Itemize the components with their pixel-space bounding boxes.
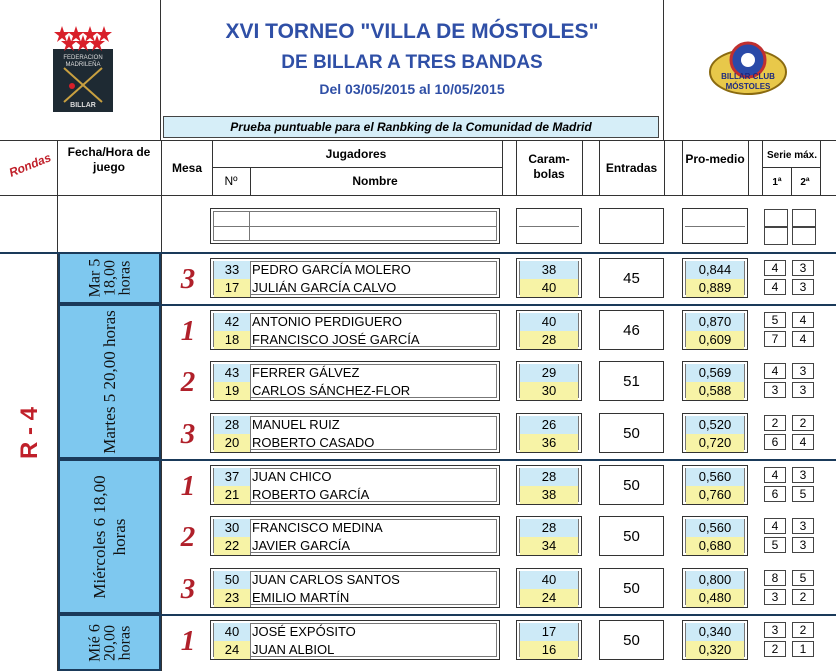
player-name: FRANCISCO MEDINA bbox=[252, 520, 383, 535]
carambolas-value: 16 bbox=[520, 641, 578, 659]
carambolas-value: 17 bbox=[520, 623, 578, 641]
serie2-value: 5 bbox=[792, 486, 814, 502]
promedio-value: 0,800 bbox=[686, 571, 744, 589]
serie2-value: 3 bbox=[792, 260, 814, 276]
serie2-value: 2 bbox=[792, 589, 814, 605]
serie2-header: 2ª bbox=[800, 177, 810, 188]
promedio-box bbox=[682, 620, 748, 660]
player-row bbox=[211, 519, 499, 537]
promedio-value: 0,844 bbox=[686, 261, 744, 279]
players-box bbox=[210, 413, 500, 453]
serie1-value: 2 bbox=[764, 415, 786, 431]
promedio-value: 0,680 bbox=[686, 537, 744, 555]
mesa-header: Mesa bbox=[171, 161, 203, 175]
billar-club-emblem-icon bbox=[706, 38, 790, 102]
mesa-number: 2 bbox=[180, 521, 196, 553]
player-number: 24 bbox=[214, 641, 251, 659]
serie1-value: 5 bbox=[764, 312, 786, 328]
promedio-value: 0,560 bbox=[686, 468, 744, 486]
entradas-value: 50 bbox=[599, 620, 664, 660]
serie-box bbox=[762, 413, 820, 453]
promedio-value: 0,720 bbox=[686, 434, 744, 452]
players-box bbox=[210, 310, 500, 350]
player-name: JAVIER GARCÍA bbox=[252, 538, 351, 553]
player-name: MANUEL RUIZ bbox=[252, 417, 340, 432]
player-row bbox=[211, 331, 499, 349]
promedio-value: 0,609 bbox=[686, 331, 744, 349]
serie1-value: 7 bbox=[764, 331, 786, 347]
player-number: 40 bbox=[214, 623, 251, 641]
serie1-value: 6 bbox=[764, 486, 786, 502]
mesa-number: 1 bbox=[180, 470, 196, 502]
carambolas-value: 40 bbox=[520, 571, 578, 589]
promedio-value: 0,560 bbox=[686, 519, 744, 537]
player-row bbox=[211, 589, 499, 607]
date-cell-3 bbox=[58, 459, 161, 614]
serie-box bbox=[762, 568, 820, 608]
carambolas-value: 28 bbox=[520, 331, 578, 349]
date-label-1: Mar 5 18,00 horas bbox=[86, 258, 133, 298]
promedio-value: 0,760 bbox=[686, 486, 744, 504]
carambolas-header-text: Caram-bolas bbox=[528, 152, 570, 181]
promedio-box bbox=[682, 568, 748, 608]
carambolas-box bbox=[516, 258, 582, 298]
promedio-value: 0,889 bbox=[686, 279, 744, 297]
carambolas-box bbox=[516, 413, 582, 453]
promedio-value: 0,480 bbox=[686, 589, 744, 607]
jugadores-header: Jugadores bbox=[325, 147, 387, 161]
entradas-value: 45 bbox=[599, 258, 664, 298]
serie1-value: 6 bbox=[764, 434, 786, 450]
player-name: JUAN ALBIOL bbox=[252, 642, 335, 657]
numero-header: Nº bbox=[224, 174, 238, 188]
entradas-value: 50 bbox=[599, 568, 664, 608]
player-name: ANTONIO PERDIGUERO bbox=[252, 314, 403, 329]
promedio-box bbox=[682, 465, 748, 505]
mesa-number: 3 bbox=[180, 418, 196, 450]
carambolas-box bbox=[516, 310, 582, 350]
promedio-box bbox=[682, 516, 748, 556]
carambolas-box bbox=[516, 568, 582, 608]
ranking-note bbox=[163, 116, 659, 138]
players-box bbox=[210, 516, 500, 556]
player-name: JULIÁN GARCÍA CALVO bbox=[252, 280, 397, 295]
mesa-number: 2 bbox=[180, 366, 196, 398]
player-number: 43 bbox=[214, 364, 251, 382]
promedio-box bbox=[682, 413, 748, 453]
serie1-value: 8 bbox=[764, 570, 786, 586]
tournament-title: XVI TORNEO "VILLA DE MÓSTOLES" bbox=[225, 20, 599, 43]
player-number: 30 bbox=[214, 519, 251, 537]
serie1-value: 2 bbox=[764, 641, 786, 657]
player-number: 50 bbox=[214, 571, 251, 589]
serie2-value: 3 bbox=[792, 518, 814, 534]
federacion-text-3: BILLAR bbox=[70, 102, 96, 109]
promedio-header bbox=[682, 152, 748, 167]
serie-box bbox=[762, 361, 820, 401]
promedio-value: 0,320 bbox=[686, 641, 744, 659]
player-row bbox=[211, 434, 499, 452]
date-label-2: Martes 5 20,00 horas bbox=[99, 309, 119, 454]
carambolas-value: 36 bbox=[520, 434, 578, 452]
date-label-4: Mié 6 20,00 horas bbox=[86, 623, 133, 662]
promedio-box bbox=[682, 310, 748, 350]
date-cell-2 bbox=[58, 304, 161, 459]
player-row bbox=[211, 313, 499, 331]
serie2-value: 4 bbox=[792, 434, 814, 450]
carambolas-box bbox=[516, 361, 582, 401]
serie1-value: 3 bbox=[764, 622, 786, 638]
player-row bbox=[211, 279, 499, 297]
serie2-value: 3 bbox=[792, 467, 814, 483]
entradas-value: 50 bbox=[599, 413, 664, 453]
player-name: JOSÉ EXPÓSITO bbox=[252, 624, 356, 639]
promedio-box bbox=[682, 361, 748, 401]
carambolas-value: 26 bbox=[520, 416, 578, 434]
serie2-value: 3 bbox=[792, 363, 814, 379]
carambolas-value: 24 bbox=[520, 589, 578, 607]
player-number: 23 bbox=[214, 589, 251, 607]
players-box bbox=[210, 361, 500, 401]
player-row bbox=[211, 468, 499, 486]
player-number: 20 bbox=[214, 434, 251, 452]
promedio-header-text: Pro-medio bbox=[685, 152, 745, 166]
player-row bbox=[211, 382, 499, 400]
club-text-2: MÓSTOLES bbox=[725, 82, 771, 91]
player-name: FRANCISCO JOSÉ GARCÍA bbox=[252, 332, 420, 347]
billar-club-logo bbox=[706, 38, 790, 102]
serie1-value: 4 bbox=[764, 467, 786, 483]
tournament-subtitle: DE BILLAR A TRES BANDAS bbox=[281, 52, 543, 73]
promedio-value: 0,588 bbox=[686, 382, 744, 400]
serie2-value: 5 bbox=[792, 570, 814, 586]
serie1-value: 4 bbox=[764, 363, 786, 379]
serie-box bbox=[762, 310, 820, 350]
fecha-header-text: Fecha/Hora de juego bbox=[67, 145, 151, 174]
promedio-box bbox=[682, 258, 748, 298]
carambolas-value: 38 bbox=[520, 261, 578, 279]
serie-box bbox=[762, 516, 820, 556]
date-cell-1 bbox=[58, 252, 161, 304]
promedio-value: 0,569 bbox=[686, 364, 744, 382]
serie1-value: 5 bbox=[764, 537, 786, 553]
serie2-value: 4 bbox=[792, 331, 814, 347]
carambolas-box bbox=[516, 465, 582, 505]
player-name: PEDRO GARCÍA MOLERO bbox=[252, 262, 411, 277]
players-box bbox=[210, 620, 500, 660]
player-number: 37 bbox=[214, 468, 251, 486]
promedio-value: 0,340 bbox=[686, 623, 744, 641]
player-name: JUAN CHICO bbox=[252, 469, 332, 484]
players-box bbox=[210, 465, 500, 505]
player-row bbox=[211, 537, 499, 555]
player-row bbox=[211, 416, 499, 434]
carambolas-value: 34 bbox=[520, 537, 578, 555]
promedio-value: 0,520 bbox=[686, 416, 744, 434]
player-row bbox=[211, 364, 499, 382]
carambolas-value: 40 bbox=[520, 313, 578, 331]
carambolas-value: 28 bbox=[520, 519, 578, 537]
blank-row bbox=[0, 196, 836, 252]
player-number: 17 bbox=[214, 279, 251, 297]
player-number: 22 bbox=[214, 537, 251, 555]
federacion-text-1: FEDERACION bbox=[63, 55, 103, 61]
carambolas-header bbox=[516, 152, 582, 182]
player-name: FERRER GÁLVEZ bbox=[252, 365, 360, 380]
serie2-value: 2 bbox=[792, 415, 814, 431]
carambolas-box bbox=[516, 620, 582, 660]
player-number: 42 bbox=[214, 313, 251, 331]
player-row bbox=[211, 261, 499, 279]
player-row bbox=[211, 486, 499, 504]
players-box bbox=[210, 568, 500, 608]
serie2-value: 1 bbox=[792, 641, 814, 657]
serie1-value: 4 bbox=[764, 260, 786, 276]
player-number: 33 bbox=[214, 261, 251, 279]
round-label: R - 4 bbox=[16, 407, 43, 460]
player-row bbox=[211, 623, 499, 641]
serie1-value: 4 bbox=[764, 279, 786, 295]
player-number: 18 bbox=[214, 331, 251, 349]
entradas-value: 50 bbox=[599, 516, 664, 556]
nombre-header: Nombre bbox=[352, 174, 398, 188]
player-name: JUAN CARLOS SANTOS bbox=[252, 572, 400, 587]
mesa-number: 3 bbox=[180, 263, 196, 295]
serie1-value: 4 bbox=[764, 518, 786, 534]
serie2-value: 2 bbox=[792, 622, 814, 638]
player-name: ROBERTO CASADO bbox=[252, 435, 375, 450]
serie2-value: 3 bbox=[792, 537, 814, 553]
carambolas-value: 30 bbox=[520, 382, 578, 400]
rondas-header: Rondas bbox=[6, 150, 54, 180]
player-name: ROBERTO GARCÍA bbox=[252, 487, 370, 502]
mesa-number: 3 bbox=[180, 573, 196, 605]
serie-box bbox=[762, 258, 820, 298]
mesa-number: 1 bbox=[180, 315, 196, 347]
serie2-value: 4 bbox=[792, 312, 814, 328]
date-cell-4 bbox=[58, 614, 161, 671]
serie-header: Serie máx. bbox=[766, 150, 818, 161]
player-number: 28 bbox=[214, 416, 251, 434]
entradas-header: Entradas bbox=[605, 161, 658, 175]
tournament-dates: Del 03/05/2015 al 10/05/2015 bbox=[319, 81, 505, 97]
entradas-value: 50 bbox=[599, 465, 664, 505]
entradas-value: 46 bbox=[599, 310, 664, 350]
entradas-value: 51 bbox=[599, 361, 664, 401]
carambolas-value: 28 bbox=[520, 468, 578, 486]
serie1-value: 3 bbox=[764, 382, 786, 398]
fecha-header bbox=[60, 145, 158, 175]
mesa-number: 1 bbox=[180, 625, 196, 657]
carambolas-value: 38 bbox=[520, 486, 578, 504]
ranking-note-text: Prueba puntuable para el Ranbking de la Comunidad de Madrid bbox=[230, 120, 592, 134]
player-name: EMILIO MARTÍN bbox=[252, 590, 350, 605]
player-row bbox=[211, 641, 499, 659]
player-name: CARLOS SÁNCHEZ-FLOR bbox=[252, 383, 411, 398]
date-label-3: Miércoles 6 18,00 horas bbox=[89, 474, 129, 599]
serie1-header: 1ª bbox=[772, 177, 782, 188]
serie1-value: 3 bbox=[764, 589, 786, 605]
club-text-1: BILLAR CLUB bbox=[721, 72, 775, 81]
players-box bbox=[210, 258, 500, 298]
serie-box bbox=[762, 620, 820, 660]
player-number: 19 bbox=[214, 382, 251, 400]
federacion-text-2: MADRILEÑA bbox=[65, 62, 101, 68]
serie-box bbox=[762, 465, 820, 505]
player-row bbox=[211, 571, 499, 589]
carambolas-value: 29 bbox=[520, 364, 578, 382]
federacion-logo bbox=[50, 22, 116, 114]
serie2-value: 3 bbox=[792, 279, 814, 295]
carambolas-box bbox=[516, 516, 582, 556]
serie2-value: 3 bbox=[792, 382, 814, 398]
player-number: 21 bbox=[214, 486, 251, 504]
carambolas-value: 40 bbox=[520, 279, 578, 297]
promedio-value: 0,870 bbox=[686, 313, 744, 331]
